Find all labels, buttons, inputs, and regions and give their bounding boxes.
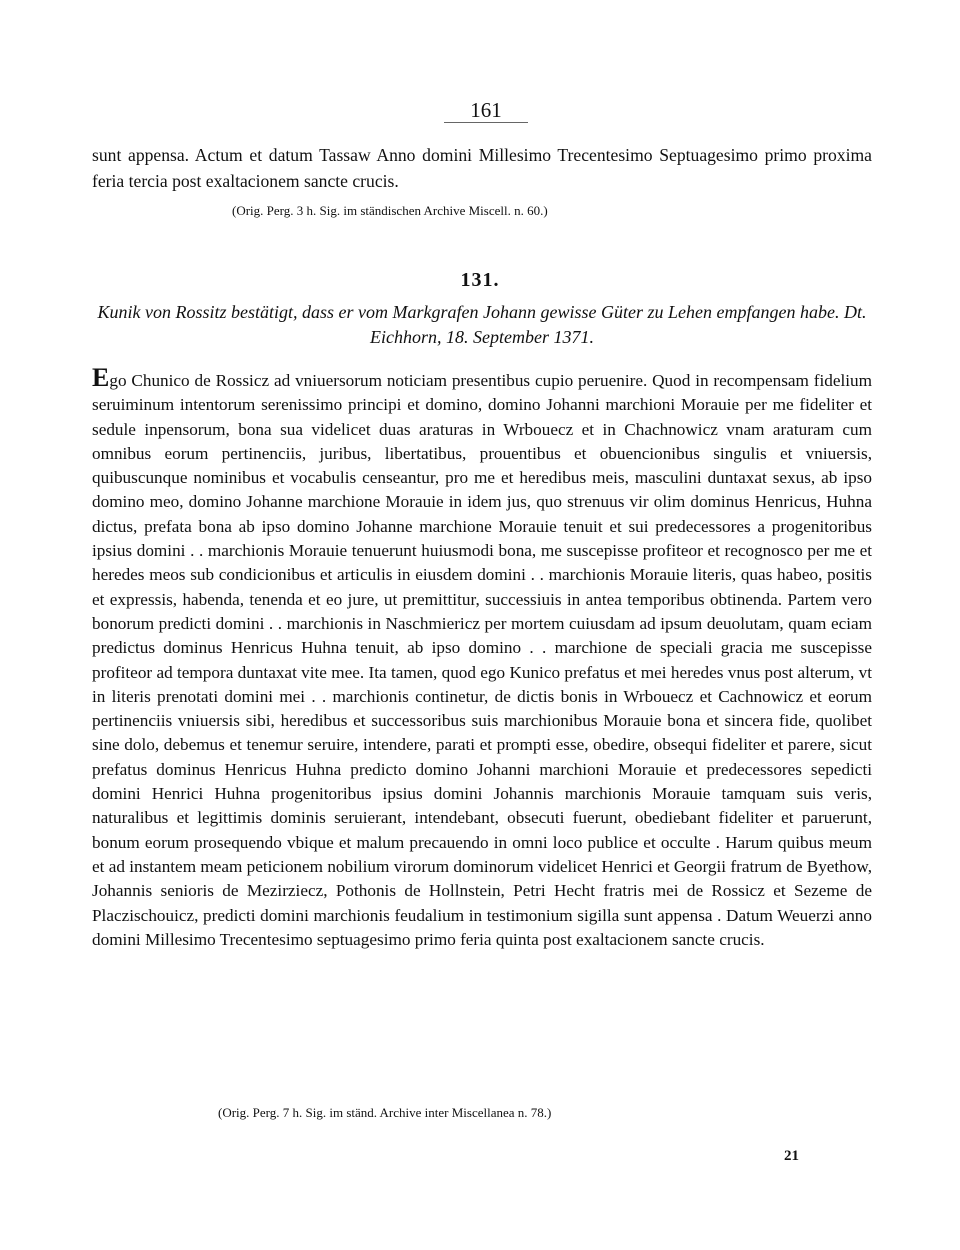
document-heading: Kunik von Rossitz bestätigt, dass er vom Markgrafen Johann gewisse Güter zu Lehen empfangen habe. Dt. Eichhorn, 18. September 1371. [97,302,867,347]
header-rule [444,122,528,123]
document-number: 131. [460,269,500,291]
initial-letter: E [92,363,110,392]
page-number-text: 161 [470,98,502,122]
page-number [0,98,960,123]
document-body-text: go Chunico de Rossicz ad vniuersorum noticiam presentibus cupio peruenire. Quod in recompensam fidelium seruiminum intentorum serenissimo principi et domino, domino Johanni marchioni Morauie per me fideliter et sedule inpensorum, bona sua videlicet duas araturas in Wrbouecz et in Chachnowicz vnam araturam cum omnibus eorum pertinenciis, juribus, libertatibus, prouentibus et obuencionibus singulis et vniuersis, quibuscunque nominibus et vocabulis censeantur, pro me et heredibus meis, masculini duntaxat sexus, ab ipso domino meo, domino Johanne marchione Morauie in idem jus, quo strenuus vir olim dominus Henricus, Huhna dictus, prefata bona ab ipso domino Johanne marchione Morauie tenuit et sui predecessores a progenitoribus ipsius domini . . marchionis Morauie tenuerunt huiusmodi bona, me suscepisse profiteor et recognosco per me et heredes meos sub condicionibus et articulis in eiusdem domini . . marchionis Morauie literis, quas habeo, positis et expressis, habenda, tenenda et eo jure, ut premittitur, successiuis in antea temporibus obtinenda. Partem vero bonorum predicti domini . . marchionis in Naschmiericz per mortem cuiusdam ad ipsum deuolutam, quam eciam predictus dominus Henricus Huhna tenuit, ab ipso domino . . marchione de speciali gracia me suscepisse profiteor ad tempora duntaxat vite mee. Ita tamen, quod ego Kunico prefatus et mei heredes vnus post alterum, vt in literis prenotati domini mei . . marchionis continetur, de dictis bonis in Wrbouecz et Cachnowicz et eorum pertinenciis vniuersis sibi, heredibus et successoribus suis marchionibus Morauie bona et sincera fide, quolibet sine dolo, debemus et tenemur seruire, intendere, parati et prompti esse, obedire, obsequi fideliter et parere, sicut prefatus dominus Henricus Huhna predicto domino Johanni marchioni Morauie et predecessores sepedicti domini Henrici Huhna progenitoribus ipsius domini Johannis marchionis Morauie tamquam suis veris, naturalibus et legittimis dominis seruierant, intendebant, obsecuti fuerunt, obediebant fideliter et paruerunt, bonum eorum prosequendo vbique et malum precauendo in omni loco publice et occulte . Harum quibus meum et ad instantem meam peticionem nobilium virorum dominorum videlicet Henrici et Georgii fratrum de Byethow, Johannis senioris de Mezirziecz, Pothonis de Hollnstein, Petri Hecht fratris mei de Rossicz et Sezeme de Placzischouicz, predicti domini marchionis feudalium in testimonium sigilla sunt appensa . Datum Weuerzi anno domini Millesimo Trecentesimo septuagesimo primo feria quinta post exaltacionem sancte crucis. [92,371,872,949]
signature-mark: 21 [784,1148,799,1164]
continuation-paragraph: sunt appensa. Actum et datum Tassaw Anno domini Millesimo Trecentesimo Septuagesimo primo proxima feria tercia post exaltacionem sancte crucis. [92,145,872,191]
source-note: (Orig. Perg. 3 h. Sig. im ständischen Archive Miscell. n. 60.) [232,203,548,218]
document-body [92,365,872,952]
source-note-bottom: (Orig. Perg. 7 h. Sig. im ständ. Archive inter Miscellanea n. 78.) [218,1105,552,1120]
